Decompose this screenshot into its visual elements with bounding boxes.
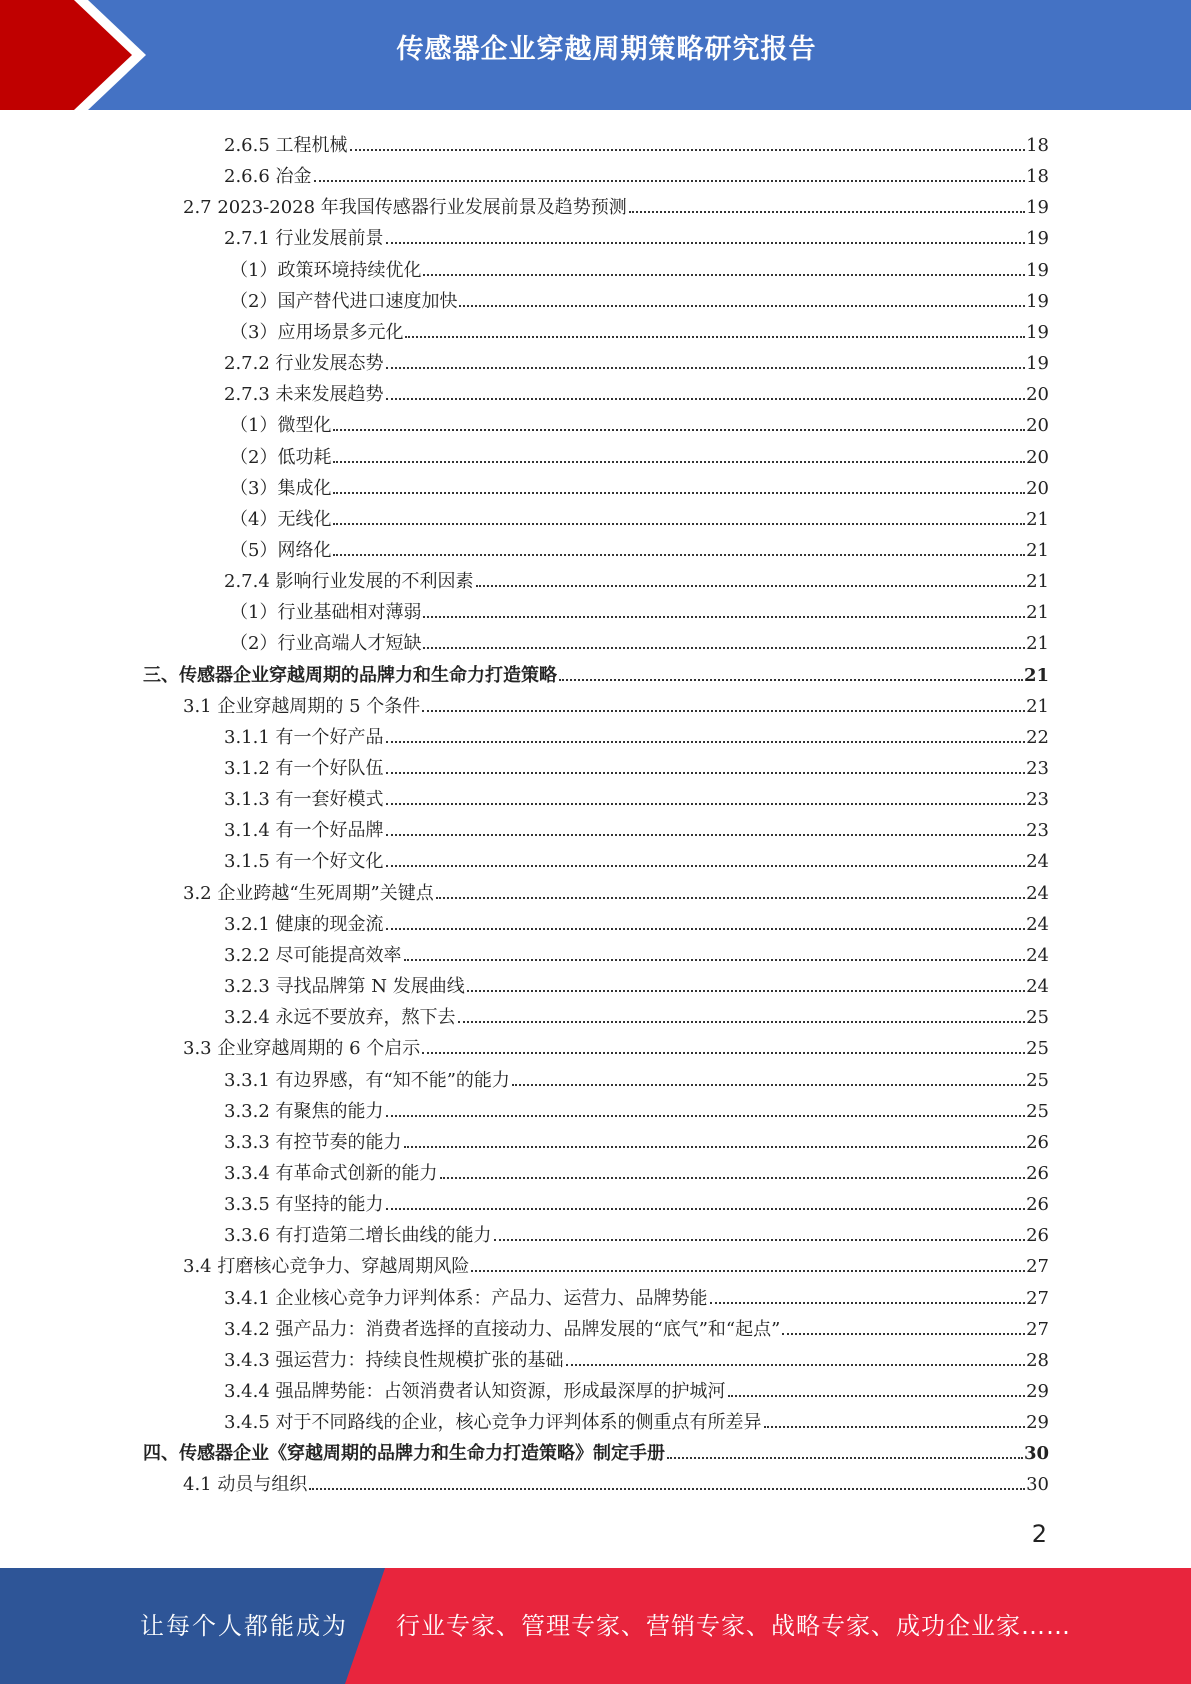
- toc-entry[interactable]: [224, 1405, 1049, 1436]
- toc-entry-page: 30: [1023, 1443, 1049, 1465]
- toc-entry-title: 3.1 企业穿越周期的 5 个条件: [183, 695, 421, 717]
- toc-entry-page: 24: [1026, 882, 1049, 904]
- page-footer: [0, 1568, 1191, 1684]
- toc-entry-page: 25: [1026, 1069, 1049, 1091]
- toc-dot-leader: [559, 679, 1023, 681]
- toc-entry-title: 3.3.3 有控节奏的能力: [224, 1131, 402, 1153]
- toc-entry-title: 3.4.1 企业核心竞争力评判体系：产品力、运营力、品牌势能: [224, 1287, 708, 1309]
- toc-entry[interactable]: [224, 1374, 1049, 1405]
- toc-dot-leader: [404, 1146, 1026, 1148]
- toc-entry-page: 25: [1026, 1007, 1049, 1029]
- toc-entry-page: 30: [1026, 1474, 1049, 1496]
- toc-entry-page: 19: [1026, 321, 1049, 343]
- toc-entry[interactable]: [230, 253, 1049, 284]
- toc-entry-page: 20: [1026, 477, 1049, 499]
- toc-entry-page: 25: [1026, 1100, 1049, 1122]
- toc-dot-leader: [423, 647, 1025, 649]
- toc-entry-title: 3.3.2 有聚焦的能力: [224, 1100, 384, 1122]
- toc-entry[interactable]: [230, 626, 1049, 657]
- toc-dot-leader: [386, 928, 1026, 930]
- toc-entry[interactable]: [224, 1312, 1049, 1343]
- toc-dot-leader: [333, 461, 1025, 463]
- toc-entry[interactable]: [224, 128, 1049, 159]
- toc-entry[interactable]: [224, 1156, 1049, 1187]
- toc-entry-page: 26: [1026, 1194, 1049, 1216]
- toc-entry-page: 24: [1026, 913, 1049, 935]
- toc-entry-title: 3.4 打磨核心竞争力、穿越周期风险: [183, 1256, 470, 1278]
- toc-entry-title: （2）行业高端人才短缺: [230, 633, 422, 655]
- toc-entry-title: 3.1.2 有一个好队伍: [224, 758, 384, 779]
- toc-dot-leader: [404, 959, 1026, 961]
- toc-entry[interactable]: [224, 1094, 1049, 1125]
- toc-dot-leader: [423, 616, 1025, 618]
- toc-entry-page: 28: [1026, 1349, 1049, 1371]
- toc-dot-leader: [440, 1177, 1026, 1179]
- toc-entry-title: 2.7.4 影响行业发展的不利因素: [224, 571, 474, 593]
- toc-entry-title: （2）低功耗: [230, 446, 332, 468]
- toc-entry-title: 3.1.4 有一个好品牌: [224, 820, 384, 842]
- toc-entry-title: 3.4.4 强品牌势能：占领消费者认知资源，形成最深厚的护城河: [224, 1381, 726, 1402]
- toc-entry[interactable]: [224, 1343, 1049, 1374]
- toc-entry[interactable]: [143, 658, 1049, 689]
- toc-dot-leader: [333, 492, 1025, 494]
- toc-entry-title: 2.7 2023-2028 年我国传感器行业发展前景及趋势预测: [183, 197, 627, 219]
- toc-entry[interactable]: [183, 1467, 1049, 1498]
- toc-entry[interactable]: [224, 564, 1049, 595]
- toc-entry-title: 3.1.1 有一个好产品: [224, 726, 384, 748]
- toc-entry[interactable]: [183, 876, 1049, 907]
- toc-entry-title: 3.3 企业穿越周期的 6 个启示: [183, 1038, 421, 1060]
- toc-entry[interactable]: [224, 938, 1049, 969]
- toc-entry[interactable]: [183, 1031, 1049, 1062]
- toc-dot-leader: [422, 710, 1025, 712]
- toc-entry[interactable]: [224, 813, 1049, 844]
- toc-entry[interactable]: [230, 533, 1049, 564]
- toc-entry[interactable]: [224, 1187, 1049, 1218]
- toc-dot-leader: [471, 1270, 1025, 1272]
- toc-entry[interactable]: [183, 1249, 1049, 1280]
- toc-entry[interactable]: [224, 1281, 1049, 1312]
- toc-dot-leader: [314, 180, 1026, 182]
- toc-entry-title: 4.1 动员与组织: [183, 1474, 308, 1496]
- toc-entry-title: （1）政策环境持续优化: [230, 259, 422, 281]
- toc-dot-leader: [629, 211, 1025, 213]
- toc-entry-title: （3）集成化: [230, 477, 332, 499]
- footer-slogan-left: 让每个人都能成为: [140, 1612, 348, 1640]
- toc-entry-page: 18: [1026, 166, 1049, 188]
- toc-entry[interactable]: [230, 284, 1049, 315]
- toc-entry[interactable]: [224, 221, 1049, 252]
- toc-entry[interactable]: [230, 471, 1049, 502]
- toc-entry-page: 21: [1026, 508, 1049, 530]
- toc-entry-page: 23: [1026, 789, 1049, 811]
- toc-entry[interactable]: [230, 315, 1049, 346]
- toc-entry-page: 21: [1026, 539, 1049, 561]
- toc-entry-page: 24: [1026, 944, 1049, 966]
- toc-dot-leader: [386, 865, 1026, 867]
- toc-entry[interactable]: [224, 1125, 1049, 1156]
- toc-dot-leader: [467, 990, 1025, 992]
- toc-entry[interactable]: [224, 782, 1049, 813]
- toc-entry-page: 19: [1026, 228, 1049, 250]
- toc-entry-page: 18: [1026, 135, 1049, 156]
- toc-entry-page: 21: [1023, 664, 1049, 686]
- toc-entry[interactable]: [230, 408, 1049, 439]
- toc-entry-title: 3.4.2 强产品力：消费者选择的直接动力、品牌发展的“底气”和“起点”: [224, 1318, 781, 1340]
- toc-entry-title: 3.2 企业跨越“生死周期”关键点: [183, 882, 434, 904]
- toc-dot-leader: [333, 554, 1025, 556]
- toc-entry-page: 21: [1026, 695, 1049, 717]
- toc-entry-page: 29: [1026, 1412, 1049, 1434]
- toc-entry-page: 20: [1026, 446, 1049, 468]
- toc-entry[interactable]: [224, 751, 1049, 782]
- toc-entry-page: 24: [1026, 976, 1049, 998]
- toc-entry-title: 3.3.6 有打造第二增长曲线的能力: [224, 1225, 492, 1247]
- toc-dot-leader: [512, 1084, 1025, 1086]
- toc-entry[interactable]: [224, 969, 1049, 1000]
- toc-entry-title: 2.6.5 工程机械: [224, 135, 348, 156]
- toc-entry[interactable]: [224, 907, 1049, 938]
- toc-entry[interactable]: [230, 595, 1049, 626]
- toc-entry-title: 3.4.3 强运营力：持续良性规模扩张的基础: [224, 1349, 564, 1371]
- toc-dot-leader: [710, 1302, 1026, 1304]
- toc-dot-leader: [386, 1208, 1026, 1210]
- page-number: 2: [1031, 1520, 1047, 1548]
- toc-entry-page: 22: [1026, 726, 1049, 748]
- toc-entry-page: 27: [1026, 1287, 1049, 1309]
- toc-entry[interactable]: [224, 159, 1049, 190]
- toc-entry-page: 26: [1026, 1162, 1049, 1184]
- toc-dot-leader: [728, 1395, 1026, 1397]
- toc-entry-page: 21: [1026, 602, 1049, 624]
- toc-entry-title: 2.7.3 未来发展趋势: [224, 384, 384, 406]
- toc-dot-leader: [764, 1426, 1026, 1428]
- toc-entry-title: 3.2.2 尽可能提高效率: [224, 944, 402, 966]
- toc-entry-title: 3.2.1 健康的现金流: [224, 913, 384, 935]
- toc-entry-page: 19: [1026, 259, 1049, 281]
- toc-entry[interactable]: [183, 689, 1049, 720]
- toc-entry-title: 2.7.2 行业发展态势: [224, 353, 384, 375]
- toc-dot-leader: [476, 585, 1026, 587]
- toc-dot-leader: [458, 1021, 1026, 1023]
- toc-entry[interactable]: [224, 720, 1049, 751]
- toc-dot-leader: [386, 367, 1026, 369]
- toc-dot-leader: [667, 1457, 1023, 1459]
- toc-entry[interactable]: [224, 1063, 1049, 1094]
- toc-entry-title: 3.4.5 对于不同路线的企业，核心竞争力评判体系的侧重点有所差异: [224, 1412, 762, 1434]
- toc-entry-page: 25: [1026, 1038, 1049, 1060]
- toc-dot-leader: [350, 149, 1026, 151]
- toc-dot-leader: [459, 305, 1025, 307]
- toc-entry-page: 26: [1026, 1225, 1049, 1247]
- toc-entry-title: 3.3.4 有革命式创新的能力: [224, 1162, 438, 1184]
- toc-entry-title: 2.6.6 冶金: [224, 166, 312, 188]
- page-header: [0, 0, 1191, 110]
- toc-entry-title: 2.7.1 行业发展前景: [224, 228, 384, 250]
- toc-entry-page: 29: [1026, 1381, 1049, 1402]
- toc-entry[interactable]: [224, 346, 1049, 377]
- toc-dot-leader: [386, 772, 1026, 774]
- toc-dot-leader: [333, 429, 1025, 431]
- toc-entry-title: （5）网络化: [230, 539, 332, 561]
- toc-entry[interactable]: [230, 440, 1049, 471]
- toc-dot-leader: [423, 274, 1025, 276]
- toc-entry-page: 23: [1026, 820, 1049, 842]
- toc-entry-title: 3.2.4 永远不要放弃，熬下去: [224, 1007, 456, 1029]
- toc-entry-title: （4）无线化: [230, 508, 332, 530]
- toc-entry-page: 21: [1026, 633, 1049, 655]
- toc-dot-leader: [566, 1364, 1026, 1366]
- footer-slogan-right: 行业专家、管理专家、营销专家、战略专家、成功企业家……: [396, 1612, 1071, 1640]
- toc-entry[interactable]: [224, 377, 1049, 408]
- toc-entry[interactable]: [230, 502, 1049, 533]
- toc-entry-title: （1）行业基础相对薄弱: [230, 602, 422, 624]
- toc-dot-leader: [386, 398, 1026, 400]
- toc-entry-title: 三、传感器企业穿越周期的品牌力和生命力打造策略: [143, 664, 557, 686]
- toc-entry-page: 20: [1026, 415, 1049, 437]
- toc-dot-leader: [333, 523, 1025, 525]
- toc-entry-page: 20: [1026, 384, 1049, 406]
- toc-entry-title: 3.2.3 寻找品牌第 N 发展曲线: [224, 976, 465, 998]
- toc-entry-page: 23: [1026, 758, 1049, 779]
- toc-entry-page: 27: [1026, 1256, 1049, 1278]
- toc-dot-leader: [422, 1052, 1025, 1054]
- toc-entry[interactable]: [224, 844, 1049, 875]
- toc-entry[interactable]: [224, 1218, 1049, 1249]
- toc-dot-leader: [386, 242, 1026, 244]
- toc-dot-leader: [309, 1488, 1025, 1490]
- toc-entry-page: 26: [1026, 1131, 1049, 1153]
- toc-dot-leader: [494, 1239, 1026, 1241]
- document-title: 传感器企业穿越周期策略研究报告: [396, 34, 817, 65]
- toc-entry-page: 24: [1026, 851, 1049, 873]
- toc-dot-leader: [782, 1333, 1025, 1335]
- toc-entry-page: 19: [1026, 197, 1049, 219]
- toc-entry-page: 19: [1026, 290, 1049, 312]
- toc-entry-page: 21: [1026, 571, 1049, 593]
- toc-dot-leader: [386, 1115, 1026, 1117]
- toc-entry-title: 3.3.1 有边界感，有“知不能”的能力: [224, 1069, 510, 1091]
- toc-entry-title: （2）国产替代进口速度加快: [230, 290, 458, 312]
- toc-dot-leader: [386, 834, 1026, 836]
- toc-entry-page: 27: [1026, 1318, 1049, 1340]
- toc-entry-title: 3.1.5 有一个好文化: [224, 851, 384, 873]
- toc-entry[interactable]: [143, 1436, 1049, 1467]
- toc-dot-leader: [405, 336, 1025, 338]
- toc-entry-title: 3.1.3 有一套好模式: [224, 789, 384, 811]
- toc-dot-leader: [386, 803, 1026, 805]
- toc-entry-title: 3.3.5 有坚持的能力: [224, 1194, 384, 1216]
- toc-entry[interactable]: [224, 1000, 1049, 1031]
- toc-entry-page: 19: [1026, 353, 1049, 375]
- toc-entry-title: （3）应用场景多元化: [230, 321, 404, 343]
- toc-dot-leader: [386, 741, 1026, 743]
- toc-entry-title: （1）微型化: [230, 415, 332, 437]
- toc-entry[interactable]: [183, 190, 1049, 221]
- toc-entry-title: 四、传感器企业《穿越周期的品牌力和生命力打造策略》制定手册: [143, 1443, 665, 1465]
- toc-dot-leader: [436, 897, 1025, 899]
